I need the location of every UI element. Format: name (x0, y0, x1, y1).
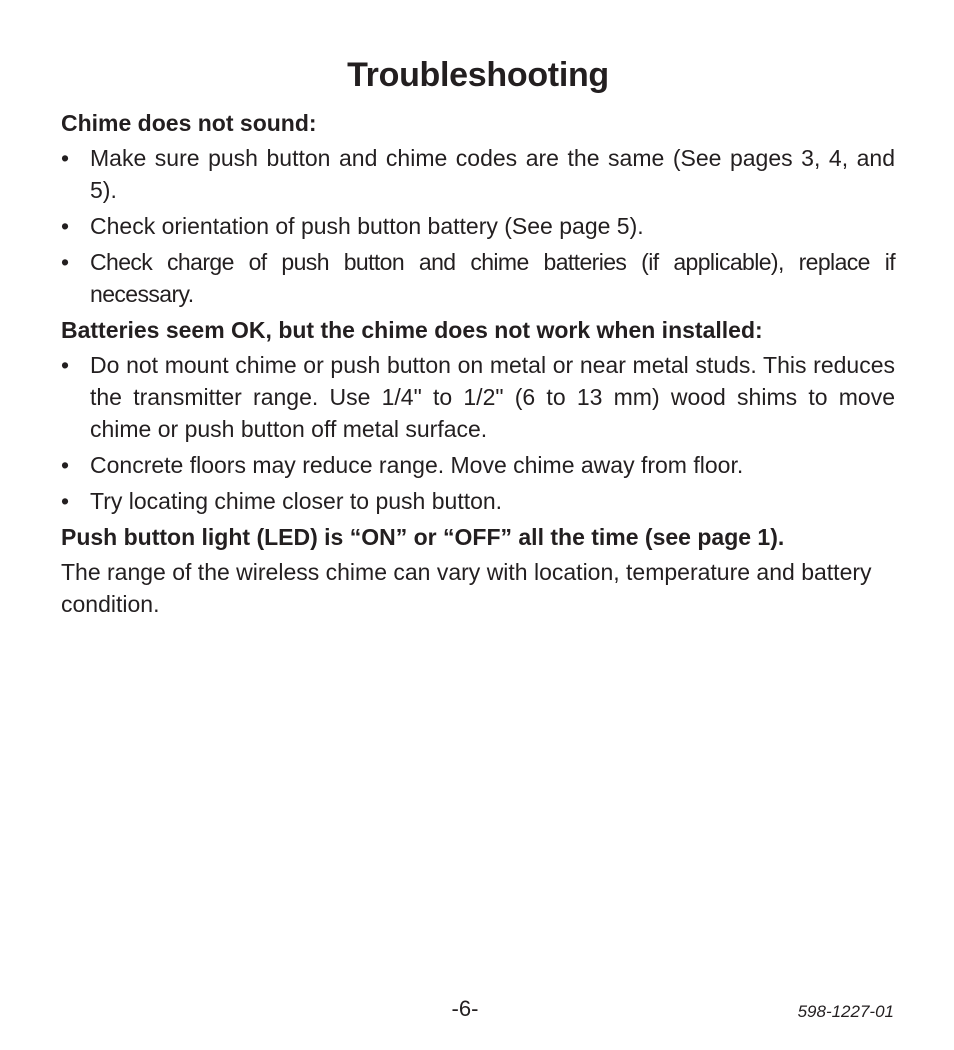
bullet-icon: • (61, 213, 70, 239)
list-item (61, 485, 895, 517)
bullet-list (61, 142, 895, 310)
bullet-icon: • (61, 352, 70, 378)
list-item (61, 210, 895, 242)
bullet-icon: • (61, 488, 70, 514)
bullet-icon: • (61, 452, 70, 478)
section-batteries-ok (61, 314, 895, 517)
section-led-status (61, 521, 895, 620)
list-item-text: Check orientation of push button battery (See page 5). (90, 213, 644, 239)
document-code: 598-1227-01 (797, 1002, 894, 1021)
list-item-text: Check charge of push button and chime batteries (if applicable), replace if necessary. (90, 249, 895, 307)
list-item-text: Concrete floors may reduce range. Move chime away from floor. (90, 452, 744, 478)
bullet-icon: • (61, 145, 70, 171)
list-item-text: Do not mount chime or push button on metal or near metal studs. This reduces the transmitter range. Use 1/4" to 1/2" (6 to 13 mm) wood shims to move chime or push button off metal surface. (90, 352, 895, 442)
list-item-text: Try locating chime closer to push button. (90, 488, 503, 514)
list-item (61, 142, 895, 206)
section-paragraph: The range of the wireless chime can vary with location, temperature and battery condition. (61, 559, 872, 617)
list-item (61, 349, 895, 445)
page-title: Troubleshooting (347, 56, 609, 94)
bullet-list (61, 349, 895, 517)
list-item (61, 246, 895, 310)
bullet-icon: • (61, 249, 70, 275)
page-number: -6- (451, 996, 479, 1021)
list-item-text: Make sure push button and chime codes are the same (See pages 3, 4, and 5). (90, 145, 895, 203)
section-heading: Chime does not sound: (61, 110, 317, 136)
section-chime-no-sound (61, 107, 895, 310)
section-heading: Batteries seem OK, but the chime does not work when installed: (61, 317, 763, 343)
list-item (61, 449, 895, 481)
section-heading: Push button light (LED) is “ON” or “OFF” all the time (see page 1). (61, 524, 785, 550)
document-page (61, 53, 895, 620)
